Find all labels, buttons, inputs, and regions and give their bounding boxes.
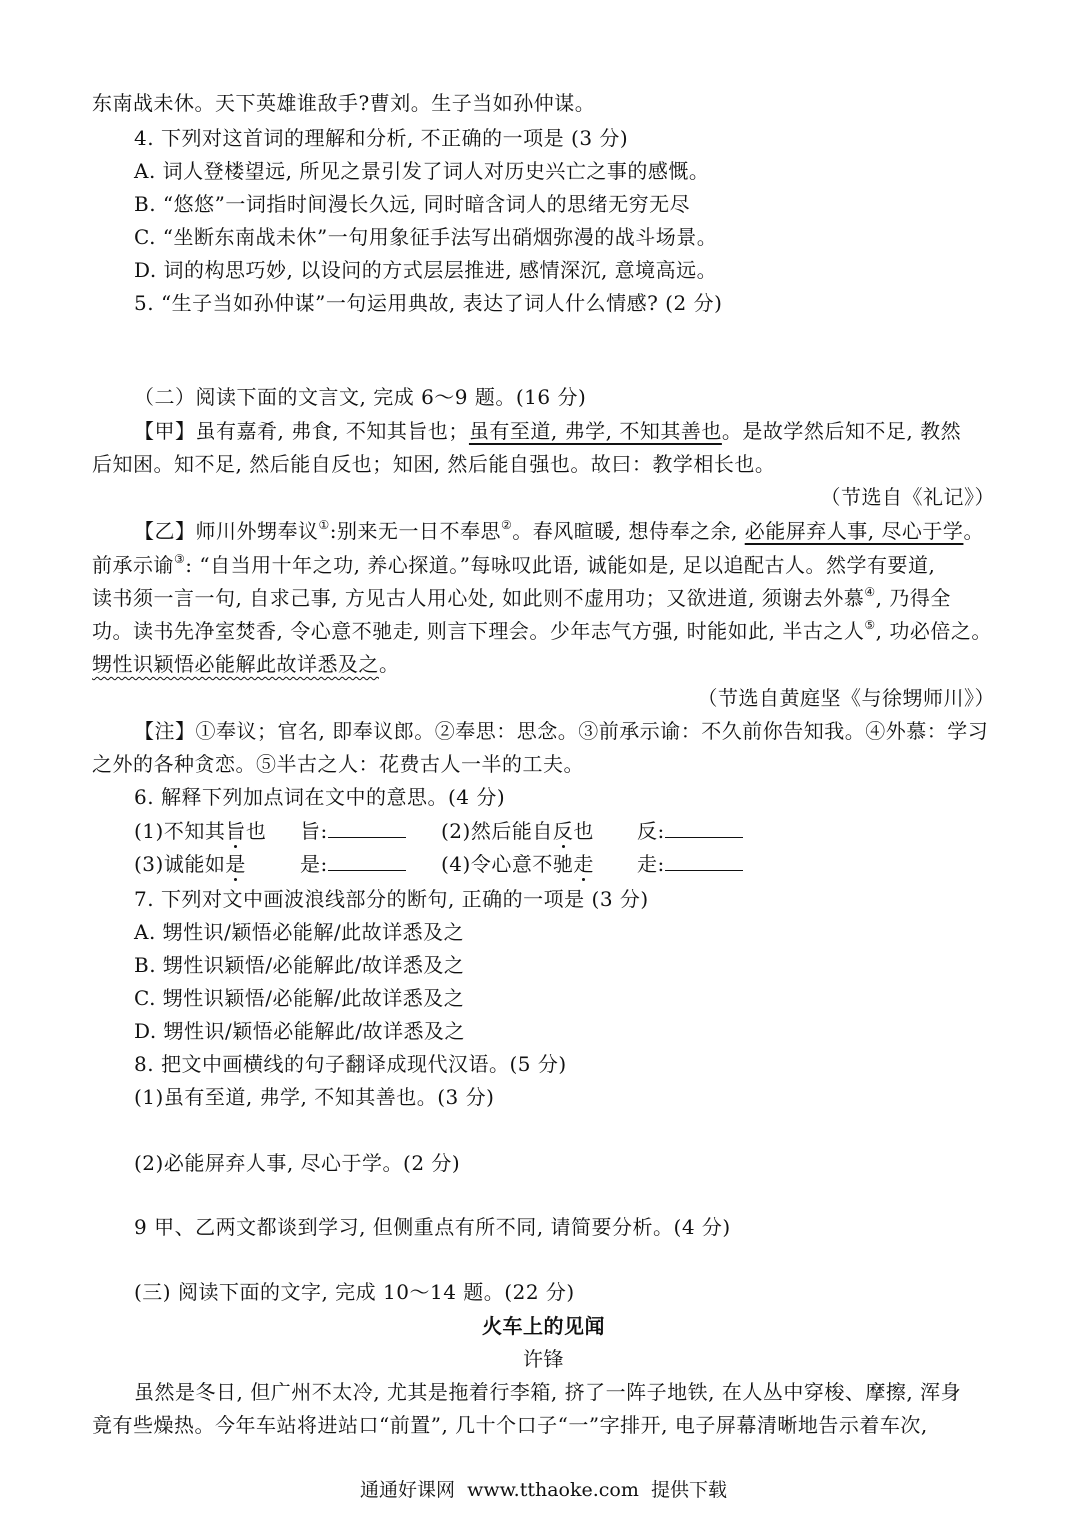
passage-yi-text: 读书须一言一句, 自求己事, 方见古人用心处, 如此则不虚用功；又欲进道, 须谢去外慕: [92, 586, 865, 610]
passage-jia-line-1: [134, 416, 961, 446]
q6-answer-label: 旨:: [300, 819, 328, 843]
q6-answer-4: [637, 849, 743, 879]
passage-yi-text: 【乙】师川外甥奉议: [134, 519, 319, 543]
wavy-underlined-sentence: 甥性识颖悟必能解此故详悉及之: [92, 652, 379, 676]
q8-part-2: (2)必能屏弃人事, 尽心于学。(2 分): [134, 1151, 461, 1175]
article-line-2: 竟有些燥热。今年车站将进站口“前置”, 几十个口子“一”字排开, 电子屏幕清晰地告示着车次,: [92, 1413, 928, 1437]
passage-yi-line-1: [134, 516, 984, 546]
source-huangtingjian: （节选自黄庭坚《与徐甥师川》）: [697, 686, 995, 710]
q6-item-text: 也: [245, 819, 267, 843]
article-line-1: 虽然是冬日, 但广州不太冷, 尤其是拖着行李箱, 挤了一阵子地铁, 在人丛中穿梭、摩擦, 浑身: [134, 1380, 962, 1404]
passage-yi-text: , 乃得全: [875, 586, 951, 610]
page-footer: [0, 1476, 1087, 1504]
passage-jia-line-2: 后知困。知不足, 然后能自反也；知困, 然后能自强也。故曰：教学相长也。: [92, 452, 776, 476]
passage-yi-text: 。: [963, 519, 984, 543]
passage-yi-line-3: [92, 583, 951, 613]
answer-blank[interactable]: [328, 852, 406, 871]
q4-option-c: C. “坐断东南战未休”一句用象征手法写出硝烟弥漫的战斗场景。: [134, 225, 718, 249]
question-7: 7. 下列对文中画波浪线部分的断句, 正确的一项是 (3 分): [134, 887, 649, 911]
footer-url[interactable]: www.tthaoke.com: [467, 1479, 639, 1501]
dotted-char: 反: [552, 819, 574, 843]
q7-option-c: C. 甥性识颖悟/必能解/此故详悉及之: [134, 986, 465, 1010]
q6-item-2: [441, 816, 594, 846]
note-marker-3: ③: [174, 552, 186, 566]
section-3-heading: (三) 阅读下面的文字, 完成 10～14 题。(22 分): [134, 1280, 575, 1304]
q7-option-a: A. 甥性识/颖悟必能解/此故详悉及之: [134, 920, 465, 944]
q6-answer-2: [637, 816, 743, 846]
underlined-sentence-1: 虽有至道, 弗学, 不知其善也: [468, 419, 722, 443]
passage-yi-text: : “自当用十年之功, 养心探道。”每咏叹此语, 诚能如是, 足以追配古人。然学有要道,: [185, 553, 936, 577]
q4-option-a: A. 词人登楼望远, 所见之景引发了词人对历史兴亡之事的感慨。: [134, 159, 710, 183]
passage-yi-text: :别来无一日不奉思: [329, 519, 502, 543]
passage-yi-text: 前承示谕: [92, 553, 174, 577]
note-marker-5: ⑤: [864, 618, 876, 632]
q6-item-3: [134, 849, 246, 879]
q6-answer-label: 是:: [300, 852, 328, 876]
answer-blank[interactable]: [665, 852, 743, 871]
note-marker-1: ①: [318, 518, 330, 532]
passage-yi-text: , 功必倍之。: [875, 619, 992, 643]
answer-blank[interactable]: [328, 819, 406, 838]
article-author: 许锋: [523, 1347, 564, 1371]
article-title: 火车上的见闻: [482, 1314, 605, 1338]
source-liji: （节选自《礼记》）: [820, 485, 995, 509]
passage-yi-line-2: [92, 550, 935, 580]
poem-last-line: 东南战未休。天下英雄谁敌手?曹刘。生子当如孙仲谋。: [92, 91, 596, 115]
passage-yi-line-4: [92, 616, 992, 646]
dotted-char: 旨: [225, 819, 246, 843]
passage-jia-text: 【甲】虽有嘉肴, 弗食, 不知其旨也；: [134, 419, 469, 443]
passage-yi-line-5: [92, 649, 400, 679]
q6-item-4: [441, 849, 594, 879]
section-2-heading: （二）阅读下面的文言文, 完成 6～9 题。(16 分): [134, 385, 587, 409]
q6-answer-label: 走:: [637, 852, 665, 876]
note-marker-4: ④: [864, 585, 876, 599]
dotted-char: 走: [573, 852, 594, 876]
question-8: 8. 把文中画横线的句子翻译成现代汉语。(5 分): [134, 1052, 567, 1076]
question-4: 4. 下列对这首词的理解和分析, 不正确的一项是 (3 分): [134, 126, 629, 150]
q6-item-text: (4)令心意不驰: [441, 852, 574, 876]
q6-item-text: 也: [573, 819, 594, 843]
q7-option-b: B. 甥性识颖悟/必能解此/故详悉及之: [134, 953, 465, 977]
q4-option-d: D. 词的构思巧妙, 以设问的方式层层推进, 感情深沉, 意境高远。: [134, 258, 718, 282]
dotted-char: 是: [225, 852, 246, 876]
notes-line-2: 之外的各种贪恋。⑤半古之人：花费古人一半的工夫。: [92, 752, 584, 776]
answer-blank[interactable]: [665, 819, 743, 838]
notes-line-1: 【注】①奉议；官名, 即奉议郎。②奉思：思念。③前承示谕：不久前你告知我。④外慕：学习: [134, 719, 989, 743]
footer-site-name: 通通好课网: [360, 1479, 456, 1501]
q6-item-1: [134, 816, 266, 846]
passage-yi-text: 。春风暄暖, 想侍奉之余,: [512, 519, 745, 543]
q8-part-1: (1)虽有至道, 弗学, 不知其善也。(3 分): [134, 1085, 495, 1109]
q7-option-d: D. 甥性识/颖悟必能解此/故详悉及之: [134, 1019, 466, 1043]
q4-option-b: B. “悠悠”一词指时间漫长久远, 同时暗含词人的思绪无穷无尽: [134, 192, 691, 216]
footer-tail: 提供下载: [650, 1479, 727, 1501]
q6-item-text: (3)诚能如: [134, 852, 226, 876]
question-6: 6. 解释下列加点词在文中的意思。(4 分): [134, 785, 506, 809]
question-5: 5. “生子当如孙仲谋”一句运用典故, 表达了词人什么情感? (2 分): [134, 291, 723, 315]
underlined-sentence-2: 必能屏弃人事, 尽心于学: [744, 519, 964, 543]
passage-yi-text: 功。读书先净室焚香, 令心意不驰走, 则言下理会。少年志气方强, 时能如此, 半古之人: [92, 619, 865, 643]
q6-answer-1: [300, 816, 406, 846]
note-marker-2: ②: [501, 518, 513, 532]
q6-answer-3: [300, 849, 406, 879]
q6-item-text: (2)然后能自: [441, 819, 553, 843]
passage-jia-text: 。是故学然后知不足, 教然: [721, 419, 962, 443]
passage-yi-text: 。: [379, 652, 400, 676]
question-9: 9 甲、乙两文都谈到学习, 但侧重点有所不同, 请简要分析。(4 分): [134, 1215, 731, 1239]
q6-answer-label: 反:: [637, 819, 665, 843]
q6-item-text: (1)不知其: [134, 819, 226, 843]
